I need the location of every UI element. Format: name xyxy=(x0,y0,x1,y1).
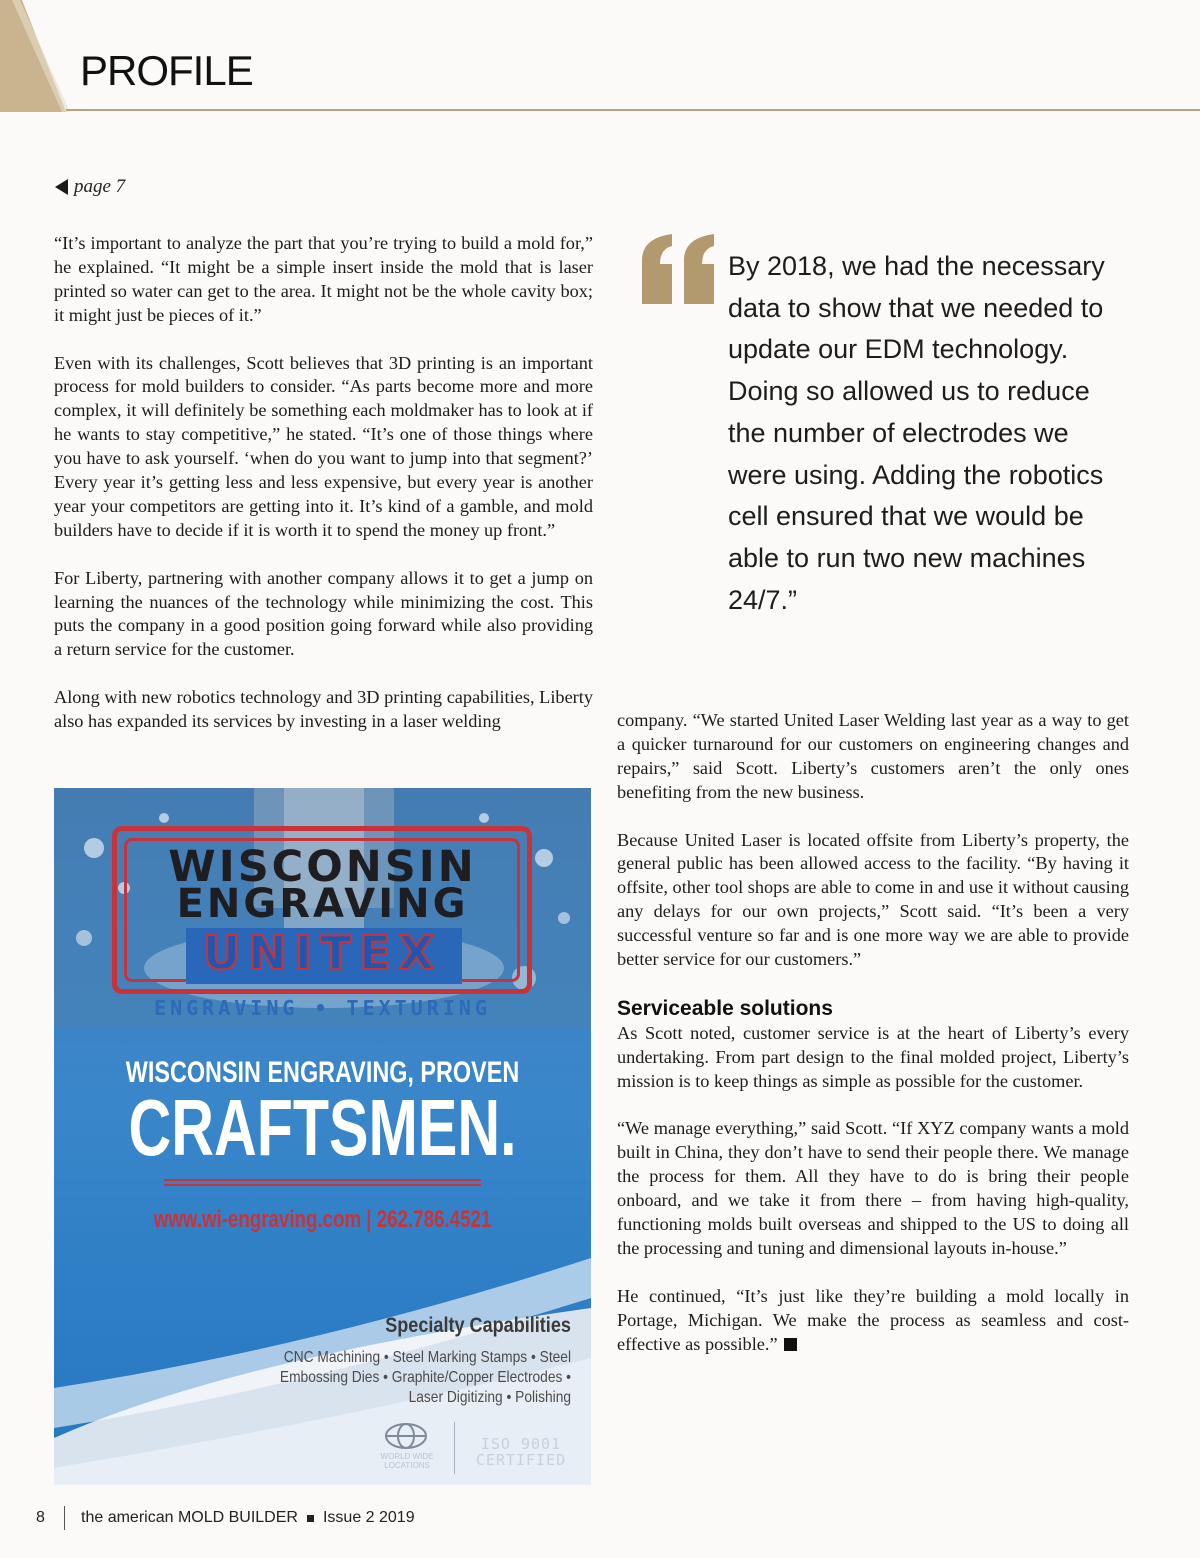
left-article-column xyxy=(54,232,593,758)
globe-icon xyxy=(384,1422,428,1450)
article-paragraph: “It’s important to analyze the part that you’re trying to build a mold for,” he explained. “It might be a simple insert inside the mold that is laser printed so water can get to the area. It might not be the whole cavity box; it might just be pieces of it.” xyxy=(54,233,593,325)
issue-label: Issue 2 2019 xyxy=(322,1509,415,1526)
capabilities-list: CNC Machining • Steel Marking Stamps • Steel Embossing Dies • Graphite/Copper Electrodes • Laser Digitizing • Polishing xyxy=(279,1349,571,1406)
article-paragraph: “We manage everything,” said Scott. “If XYZ company wants a mold built in China, they don’t have to send their people there. We manage the process for them. All they have to do is bring their people onboard, and we take it from there – from having high-quality, functioning molds built overseas and shipped to the US to doing all the processing and tuning and dimensional layouts in-house.” xyxy=(617,1118,1129,1258)
ad-contact-link[interactable]: www.wi-engraving.com | 262.786.4521 xyxy=(153,1206,492,1233)
header-accent-triangle xyxy=(0,0,80,112)
right-article-column xyxy=(617,709,1129,1380)
ad-brand-line1: WISCONSIN xyxy=(168,842,477,892)
article-paragraph-final xyxy=(617,1285,1129,1357)
header-rule xyxy=(66,109,1200,111)
article-paragraph: company. “We started United Laser Welding last year as a way to get a quicker turnaround for our customers on engineering changes and repairs,” said Scott. Liberty’s customers aren’t the only ones benefiting from the new business. xyxy=(617,710,1129,802)
publication-name: the american MOLD BUILDER xyxy=(81,1509,298,1526)
iso-line2: CERTIFIED xyxy=(475,1451,567,1469)
subheading: Serviceable solutions xyxy=(617,996,833,1020)
end-of-article-mark xyxy=(784,1338,797,1351)
page-number: 8 xyxy=(36,1509,45,1526)
page-footer xyxy=(36,1506,415,1530)
left-arrow-icon xyxy=(55,179,68,195)
article-paragraph: Because United Laser is located offsite from Liberty’s property, the general public has been allowed access to the facility. “By having it offsite, other tool shops are able to come in and use it without causing any delays for our own projects,” Scott said. “It’s been a very successful venture so far and is one more way we are able to provide better service for our customers.” xyxy=(617,829,1129,970)
iso-line1: ISO 9001 xyxy=(480,1435,562,1453)
ad-footer-divider xyxy=(454,1422,455,1474)
article-paragraph: For Liberty, partnering with another company allows it to get a jump on learning the nuances of the technology while minimizing the cost. This puts the company in a good position going forward while also providing a return service for the customer. xyxy=(54,567,593,660)
ad-brand-subtitle: ENGRAVING • TEXTURING xyxy=(154,996,491,1020)
footer-bullet-icon xyxy=(307,1515,314,1522)
ad-rule-bottom xyxy=(164,1184,481,1186)
ad-brand-line2: ENGRAVING xyxy=(176,881,469,927)
continued-from-link[interactable] xyxy=(55,176,125,198)
worldwide-label: WORLD WIDE LOCATIONS xyxy=(380,1452,434,1470)
ad-brand-unitex: UNITEX xyxy=(202,926,443,980)
advertisement[interactable] xyxy=(54,788,591,1485)
ad-rule-top xyxy=(164,1179,481,1181)
article-paragraph: Even with its challenges, Scott believes that 3D printing is an important process for mold builders to consider. “As parts become more and more complex, it will definitely be something each moldmaker has to look at if he wants to stay competitive,” he stated. “It’s one of those things where you have to ask yourself. ‘when do you want to jump into that segment?’ Every year it’s getting less and less expensive, but every year is another year your competitors are getting into it. It’s kind of a gamble, and mold builders have to decide if it is worth it to spend the money up front.” xyxy=(54,352,593,540)
pull-quote: By 2018, we had the necessary data to show that we needed to update our EDM technology. Doing so allowed us to reduce the number of electrodes we were using. Adding the robotics cell ensured that we would be able to run two new machines 24/7.” xyxy=(728,251,1105,615)
iso-badge xyxy=(466,1436,576,1468)
capabilities-title: Specialty Capabilities xyxy=(385,1314,571,1337)
article-paragraph: As Scott noted, customer service is at the heart of Liberty’s every undertaking. From part design to the final molded project, Liberty’s mission is to keep things as simple as possible for the customer. xyxy=(617,1022,1129,1091)
article-paragraph-text: He continued, “It’s just like they’re building a mold locally in Portage, Michigan. We make the process as seamless and cost-effective as possible.” xyxy=(617,1285,1129,1354)
quote-mark-icon xyxy=(638,232,720,306)
ad-headline: CRAFTSMEN. xyxy=(128,1083,517,1172)
footer-divider xyxy=(64,1506,65,1530)
article-paragraph: Along with new robotics technology and 3D printing capabilities, Liberty also has expanded its services by investing in a laser welding xyxy=(54,687,593,732)
continued-from-label: page 7 xyxy=(74,176,126,197)
ad-tagline: WISCONSIN ENGRAVING, PROVEN xyxy=(125,1056,520,1089)
section-title: PROFILE xyxy=(80,47,253,94)
